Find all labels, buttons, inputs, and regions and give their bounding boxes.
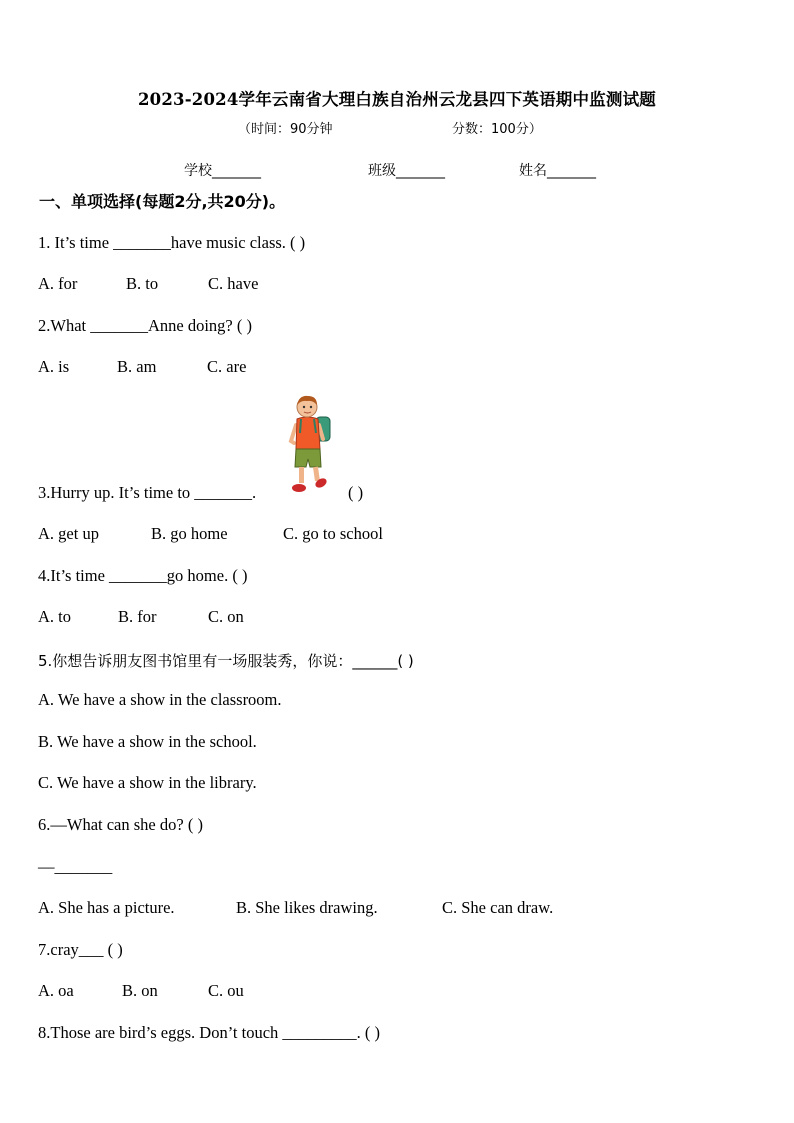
question-6-stem: 6.—What can she do? ( ) bbox=[38, 815, 203, 834]
question-3-option-a: A. get up bbox=[38, 524, 99, 543]
question-4-option-a: A. to bbox=[38, 607, 71, 626]
question-2-option-b: B. am bbox=[117, 357, 157, 376]
name-field: 姓名_______ bbox=[519, 163, 596, 179]
question-2-option-c: C. are bbox=[207, 357, 247, 376]
question-5-option-a: A. We have a show in the classroom. bbox=[38, 690, 282, 709]
page-title: 2023-2024学年云南省大理白族自治州云龙县四下英语期中监测试题 bbox=[138, 90, 656, 109]
question-3-answer-paren: ( ) bbox=[348, 483, 364, 502]
question-7-option-b: B. on bbox=[122, 981, 158, 1000]
question-2-stem: 2.What _______Anne doing? ( ) bbox=[38, 316, 252, 335]
question-1-option-c: C. have bbox=[208, 274, 259, 293]
class-field: 班级_______ bbox=[368, 163, 445, 179]
question-1-option-a: A. for bbox=[38, 274, 78, 293]
question-4-option-c: C. on bbox=[208, 607, 244, 626]
question-6-answer-line: —_______ bbox=[38, 857, 113, 876]
question-6-option-c: C. She can draw. bbox=[442, 898, 554, 917]
question-3-stem: 3.Hurry up. It’s time to _______. bbox=[38, 483, 257, 502]
question-4-option-b: B. for bbox=[118, 607, 157, 626]
exam-score: 分数：100分） bbox=[452, 122, 542, 137]
question-1-stem: 1. It’s time _______have music class. ( ) bbox=[38, 233, 306, 252]
question-5-option-b: B. We have a show in the school. bbox=[38, 732, 257, 751]
exam-time: （时间：90分钟 bbox=[238, 122, 333, 137]
section-heading: 一、单项选择(每题2分,共20分)。 bbox=[39, 192, 286, 211]
question-3-option-b: B. go home bbox=[151, 524, 228, 543]
question-5-stem: 5.你想告诉朋友图书馆里有一场服装秀，你说：______( ) bbox=[38, 652, 414, 670]
question-5-option-c: C. We have a show in the library. bbox=[38, 773, 257, 792]
school-field: 学校_______ bbox=[184, 163, 261, 179]
question-7-stem: 7.cray___ ( ) bbox=[38, 940, 123, 959]
question-7-option-c: C. ou bbox=[208, 981, 244, 1000]
question-4-stem: 4.It’s time _______go home. ( ) bbox=[38, 566, 248, 585]
question-6-option-a: A. She has a picture. bbox=[38, 898, 175, 917]
question-3-option-c: C. go to school bbox=[283, 524, 383, 543]
question-8-stem: 8.Those are bird’s eggs. Don’t touch _________. ( ) bbox=[38, 1023, 381, 1042]
question-2-option-a: A. is bbox=[38, 357, 70, 376]
question-7-option-a: A. oa bbox=[38, 981, 74, 1000]
boy-with-backpack-image bbox=[283, 395, 339, 497]
question-6-option-b: B. She likes drawing. bbox=[236, 898, 378, 917]
question-1-option-b: B. to bbox=[126, 274, 159, 293]
